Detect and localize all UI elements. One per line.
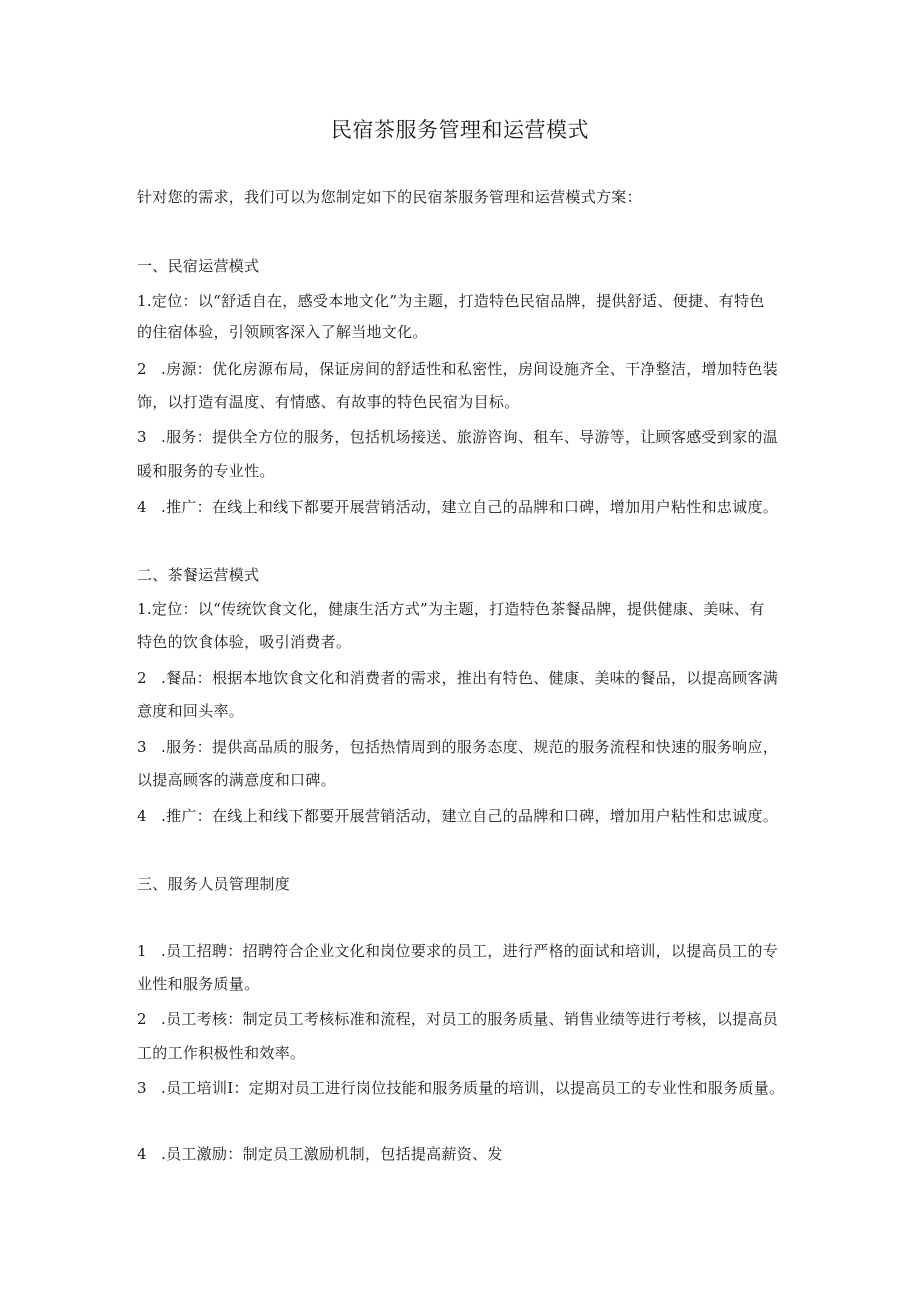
item-number: 2 <box>137 1010 147 1028</box>
item-text: .餐品：根据本地饮食文化和消费者的需求，推出有特色、健康、美味的餐品，以提高顾客满 <box>161 669 779 687</box>
list-item <box>137 598 797 620</box>
item-number: 4 <box>137 807 147 825</box>
item-text: 定位：以“舒适自在，感受本地文化”为主题，打造特色民宿品牌，提供舒适、便捷、有特色 <box>151 292 765 310</box>
item-text: .推广：在线上和线下都要开展营销活动，建立自己的品牌和口碑，增加用户粘性和忠诚度。 <box>161 498 779 516</box>
list-item <box>137 426 797 448</box>
item-text: .推广：在线上和线下都要开展营销活动，建立自己的品牌和口碑，增加用户粘性和忠诚度。 <box>161 807 779 825</box>
item-text: .员工考核：制定员工考核标准和流程，对员工的服务质量、销售业绩等进行考核，以提高员 <box>161 1010 779 1028</box>
list-item <box>137 1143 797 1165</box>
item-text-continued: 饰，以打造有温度、有情感、有故事的特色民宿为目标。 <box>137 393 520 411</box>
item-number: 1. <box>137 292 152 310</box>
list-item <box>137 1008 797 1030</box>
item-number: 3 <box>137 738 147 756</box>
intro-paragraph: 针对您的需求，我们可以为您制定如下的民宿茶服务管理和运营模式方案： <box>137 188 642 206</box>
item-number: 2 <box>137 360 147 378</box>
list-item <box>137 940 797 962</box>
item-text-continued: 特色的饮食体验，吸引消费者。 <box>137 633 352 651</box>
section-heading: 三、服务人员管理制度 <box>137 875 291 893</box>
item-text: .服务：提供高品质的服务，包括热情周到的服务态度、规范的服务流程和快速的服务响应， <box>161 738 779 756</box>
item-number: 4 <box>137 498 147 516</box>
item-text: .员工激励：制定员工激励机制，包括提高薪资、发 <box>161 1145 503 1163</box>
section-heading: 一、民宿运营模式 <box>137 257 260 275</box>
list-item <box>137 496 797 518</box>
item-text: .员工培训I：定期对员工进行岗位技能和服务质量的培训，以提高员工的专业性和服务质量。 <box>161 1079 785 1097</box>
list-item <box>137 667 797 689</box>
item-text-continued: 工的工作积极性和效率。 <box>137 1044 306 1062</box>
item-text: .服务：提供全方位的服务，包括机场接送、旅游咨询、租车、导游等，让顾客感受到家的温 <box>161 428 779 446</box>
list-item <box>137 736 797 758</box>
item-number: 1 <box>137 942 147 960</box>
item-number: 3 <box>137 428 147 446</box>
item-text-continued: 以提高顾客的满意度和口碑。 <box>137 771 336 789</box>
item-number: 3 <box>137 1079 147 1097</box>
item-text: 定位：以“传统饮食文化，健康生活方式”为主题，打造特色茶餐品牌，提供健康、美味、有 <box>151 600 765 618</box>
item-number: 4 <box>137 1145 147 1163</box>
item-text-continued: 的住宿体验，引领顾客深入了解当地文化。 <box>137 323 428 341</box>
list-item <box>137 358 797 380</box>
item-text-continued: 暖和服务的专业性。 <box>137 462 275 480</box>
list-item <box>137 805 797 827</box>
item-text-continued: 业性和服务质量。 <box>137 975 260 993</box>
list-item <box>137 290 797 312</box>
document-title: 民宿茶服务管理和运营模式 <box>331 118 589 142</box>
item-number: 2 <box>137 669 147 687</box>
item-text-continued: 意度和回头率。 <box>137 702 245 720</box>
section-heading: 二、茶餐运营模式 <box>137 566 260 584</box>
item-number: 1. <box>137 600 152 618</box>
item-text: .员工招聘：招聘符合企业文化和岗位要求的员工，进行严格的面试和培训，以提高员工的专 <box>161 942 779 960</box>
list-item <box>137 1077 797 1099</box>
item-text: .房源：优化房源布局，保证房间的舒适性和私密性，房间设施齐全、干净整洁，增加特色装 <box>161 360 779 378</box>
